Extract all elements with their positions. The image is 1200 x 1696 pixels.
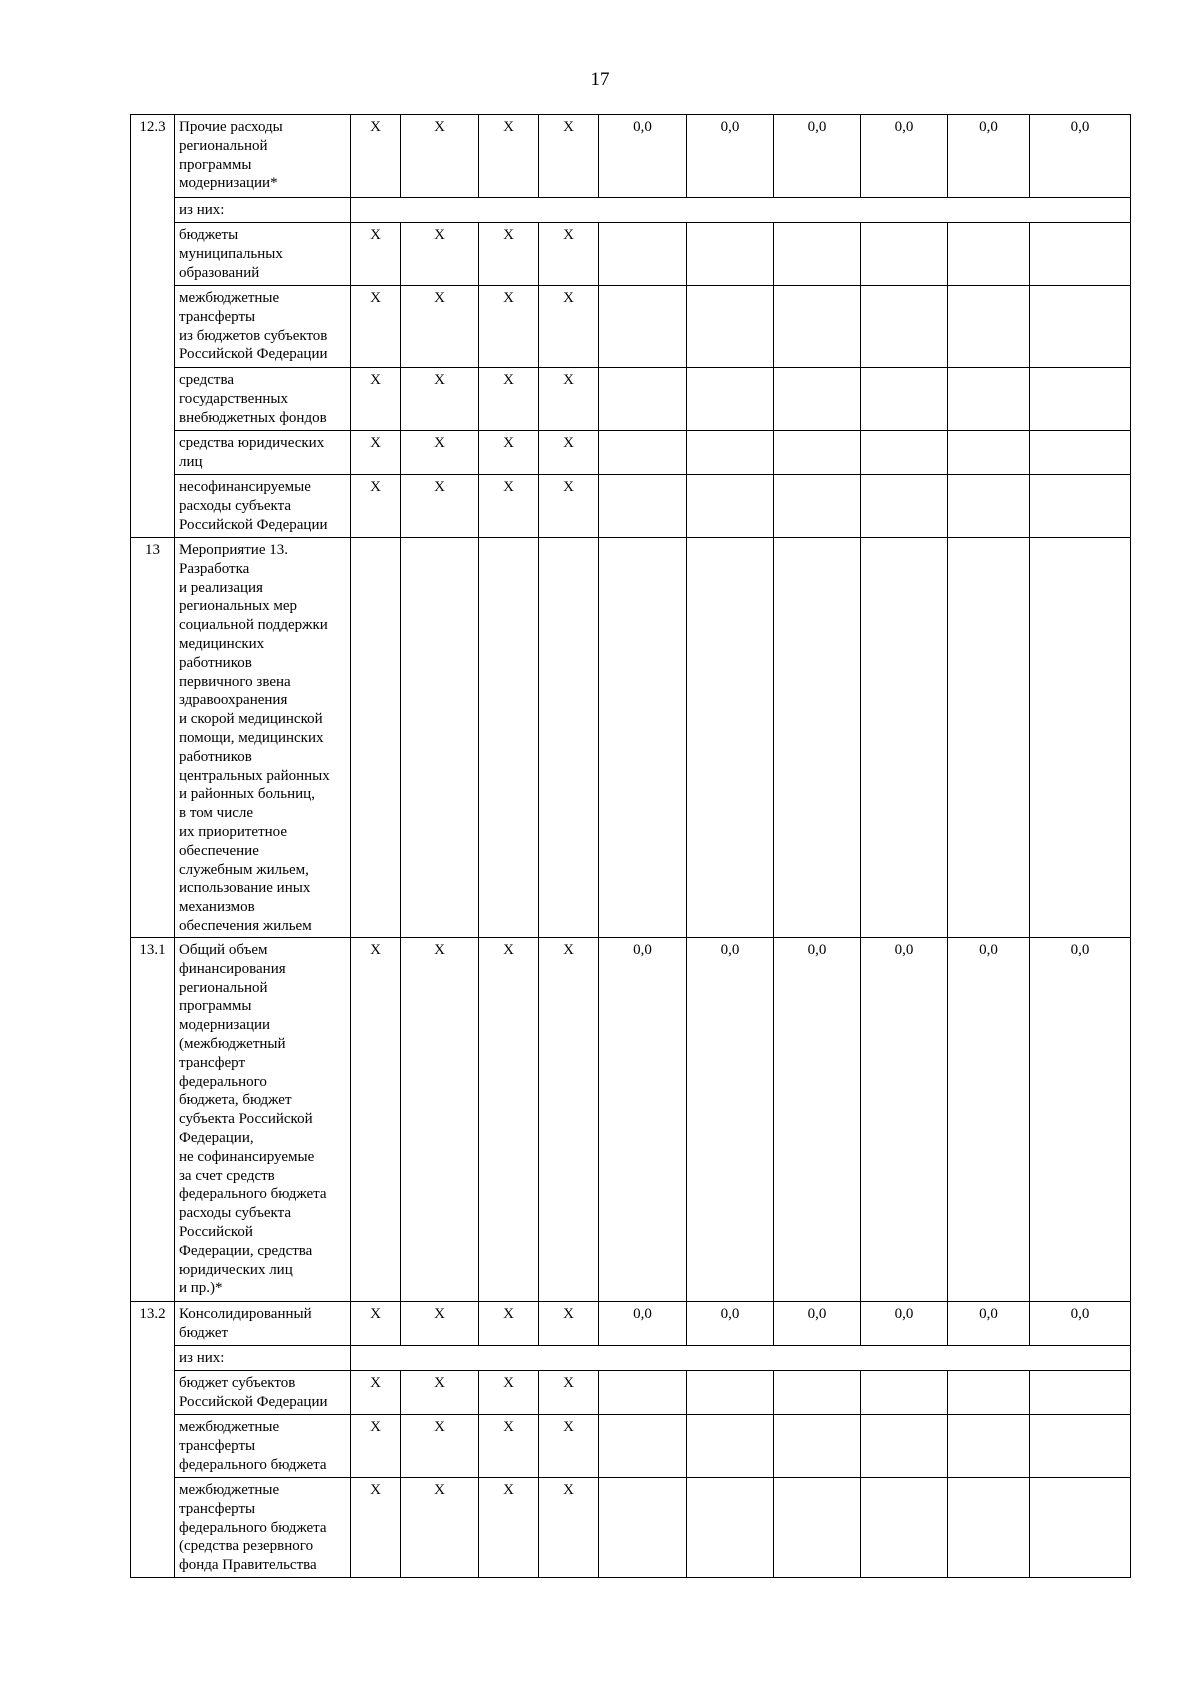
empty-cell: [599, 475, 687, 538]
value-cell: 0,0: [861, 938, 948, 1302]
empty-cell: [948, 1415, 1030, 1478]
budget-table: [130, 114, 1131, 1578]
row-name: средства государственных внебюджетных фондов: [175, 368, 351, 431]
empty-cell: [687, 538, 774, 938]
value-cell: 0,0: [599, 115, 687, 198]
empty-cell: [1030, 286, 1131, 368]
table-row: [131, 431, 1131, 475]
mark-cell: X: [401, 1415, 479, 1478]
mark-cell: X: [401, 1371, 479, 1415]
empty-cell: [1030, 538, 1131, 938]
row-number: 13: [131, 538, 175, 938]
empty-cell: [774, 223, 861, 286]
value-cell: 0,0: [948, 1302, 1030, 1346]
mark-cell: X: [479, 223, 539, 286]
mark-cell: X: [539, 475, 599, 538]
mark-cell: X: [351, 1302, 401, 1346]
mark-cell: X: [351, 938, 401, 1302]
empty-cell: [687, 431, 774, 475]
empty-cell: [774, 475, 861, 538]
empty-cell: [1030, 1478, 1131, 1578]
row-name: несофинансируемые расходы субъекта Российской Федерации: [175, 475, 351, 538]
mark-cell: X: [351, 1478, 401, 1578]
table-row: [131, 286, 1131, 368]
empty-cell: [774, 538, 861, 938]
value-cell: 0,0: [1030, 938, 1131, 1302]
empty-cell: [1030, 475, 1131, 538]
empty-cell: [774, 1415, 861, 1478]
row-name: Мероприятие 13. Разработка и реализация региональных мер социальной поддержки медицинских работников первичного звена здравоохранения и скорой медицинской помощи, медицинских работников центральных районных и районных больниц, в том числе их приоритетное обеспечение служебным жильем, использование иных механизмов обеспечения жильем: [175, 538, 351, 938]
mark-cell: X: [479, 1302, 539, 1346]
empty-cell: [539, 538, 599, 938]
empty-cell: [774, 286, 861, 368]
mark-cell: X: [401, 1302, 479, 1346]
empty-cell: [861, 1371, 948, 1415]
empty-cell: [1030, 368, 1131, 431]
row-number: 12.3: [131, 115, 175, 538]
value-cell: 0,0: [687, 938, 774, 1302]
empty-cell: [401, 538, 479, 938]
value-cell: 0,0: [687, 1302, 774, 1346]
table-row: [131, 1415, 1131, 1478]
empty-cell: [861, 223, 948, 286]
empty-cell: [599, 368, 687, 431]
empty-cell: [948, 1371, 1030, 1415]
mark-cell: X: [479, 115, 539, 198]
row-name: межбюджетные трансферты федерального бюджета: [175, 1415, 351, 1478]
table-row: [131, 1478, 1131, 1578]
empty-cell: [861, 538, 948, 938]
mark-cell: X: [539, 368, 599, 431]
mark-cell: X: [479, 368, 539, 431]
mark-cell: X: [539, 223, 599, 286]
mark-cell: X: [539, 115, 599, 198]
mark-cell: X: [539, 1478, 599, 1578]
mark-cell: X: [539, 938, 599, 1302]
table-row: [131, 1302, 1131, 1346]
mark-cell: X: [479, 1371, 539, 1415]
value-cell: 0,0: [1030, 115, 1131, 198]
mark-cell: X: [351, 115, 401, 198]
empty-cell: [687, 475, 774, 538]
mark-cell: X: [351, 368, 401, 431]
empty-cell: [599, 223, 687, 286]
mark-cell: X: [401, 368, 479, 431]
row-name: межбюджетные трансферты федерального бюджета (средства резервного фонда Правительства: [175, 1478, 351, 1578]
empty-cell: [861, 1415, 948, 1478]
mark-cell: X: [479, 286, 539, 368]
mark-cell: X: [351, 286, 401, 368]
mark-cell: X: [401, 115, 479, 198]
empty-cell: [774, 1478, 861, 1578]
empty-cell: [861, 1478, 948, 1578]
empty-cell: [948, 1478, 1030, 1578]
row-name: из них:: [175, 198, 351, 223]
empty-cell: [861, 368, 948, 431]
empty-cell: [599, 538, 687, 938]
mark-cell: X: [539, 1371, 599, 1415]
empty-cell: [1030, 431, 1131, 475]
mark-cell: X: [479, 475, 539, 538]
value-cell: 0,0: [861, 1302, 948, 1346]
row-name: Общий объем финансирования региональной программы модернизации (межбюджетный трансферт федерального бюджета, бюджет субъекта Российской Федерации, не софинансируемые за счет средств федерального бюджета расходы субъекта Российской Федерации, средства юридических лиц и пр.)*: [175, 938, 351, 1302]
row-name: бюджеты муниципальных образований: [175, 223, 351, 286]
value-cell: 0,0: [599, 938, 687, 1302]
row-name: бюджет субъектов Российской Федерации: [175, 1371, 351, 1415]
table-row: [131, 1346, 1131, 1371]
mark-cell: X: [479, 1415, 539, 1478]
row-name: средства юридических лиц: [175, 431, 351, 475]
mark-cell: X: [401, 1478, 479, 1578]
empty-cell: [774, 1371, 861, 1415]
value-cell: 0,0: [687, 115, 774, 198]
mark-cell: X: [539, 286, 599, 368]
row-number: 13.1: [131, 938, 175, 1302]
value-cell: 0,0: [948, 938, 1030, 1302]
row-name: из них:: [175, 1346, 351, 1371]
mark-cell: X: [539, 431, 599, 475]
table-row: [131, 475, 1131, 538]
mark-cell: X: [479, 431, 539, 475]
mark-cell: X: [351, 1371, 401, 1415]
row-name: Прочие расходы региональной программы модернизации*: [175, 115, 351, 198]
mark-cell: X: [401, 431, 479, 475]
empty-cell: [861, 286, 948, 368]
value-cell: 0,0: [861, 115, 948, 198]
table-row: [131, 115, 1131, 198]
row-name: Консолидированный бюджет: [175, 1302, 351, 1346]
mark-cell: X: [401, 223, 479, 286]
row-number: 13.2: [131, 1302, 175, 1578]
empty-cell: [599, 286, 687, 368]
table-row: [131, 538, 1131, 938]
empty-cell: [599, 1371, 687, 1415]
empty-cell: [1030, 1371, 1131, 1415]
mark-cell: X: [351, 223, 401, 286]
table-row: [131, 368, 1131, 431]
mark-cell: X: [539, 1302, 599, 1346]
empty-cell: [687, 368, 774, 431]
empty-cell: [687, 1415, 774, 1478]
empty-cell: [948, 286, 1030, 368]
value-cell: 0,0: [774, 938, 861, 1302]
empty-cell: [948, 538, 1030, 938]
empty-cell: [687, 1371, 774, 1415]
empty-cell: [774, 431, 861, 475]
mark-cell: X: [479, 938, 539, 1302]
value-cell: 0,0: [774, 115, 861, 198]
mark-cell: X: [539, 1415, 599, 1478]
mark-cell: X: [351, 475, 401, 538]
empty-cell: [861, 431, 948, 475]
value-cell: 0,0: [948, 115, 1030, 198]
empty-cell: [948, 223, 1030, 286]
table-row: [131, 1371, 1131, 1415]
empty-cell: [1030, 223, 1131, 286]
page-number: 17: [590, 69, 610, 90]
empty-cell: [948, 431, 1030, 475]
empty-cell: [948, 475, 1030, 538]
value-cell: 0,0: [599, 1302, 687, 1346]
empty-cell: [948, 368, 1030, 431]
value-cell: 0,0: [774, 1302, 861, 1346]
mark-cell: X: [401, 475, 479, 538]
empty-cell: [351, 1346, 1131, 1371]
mark-cell: X: [351, 1415, 401, 1478]
empty-cell: [687, 223, 774, 286]
empty-cell: [599, 1478, 687, 1578]
mark-cell: X: [401, 286, 479, 368]
empty-cell: [687, 286, 774, 368]
table-row: [131, 938, 1131, 1302]
empty-cell: [774, 368, 861, 431]
empty-cell: [1030, 1415, 1131, 1478]
empty-cell: [687, 1478, 774, 1578]
table-row: [131, 223, 1131, 286]
row-name: межбюджетные трансферты из бюджетов субъектов Российской Федерации: [175, 286, 351, 368]
empty-cell: [861, 475, 948, 538]
empty-cell: [351, 198, 1131, 223]
empty-cell: [599, 1415, 687, 1478]
mark-cell: X: [401, 938, 479, 1302]
mark-cell: X: [351, 431, 401, 475]
empty-cell: [599, 431, 687, 475]
table-row: [131, 198, 1131, 223]
mark-cell: X: [479, 1478, 539, 1578]
value-cell: 0,0: [1030, 1302, 1131, 1346]
empty-cell: [351, 538, 401, 938]
empty-cell: [479, 538, 539, 938]
